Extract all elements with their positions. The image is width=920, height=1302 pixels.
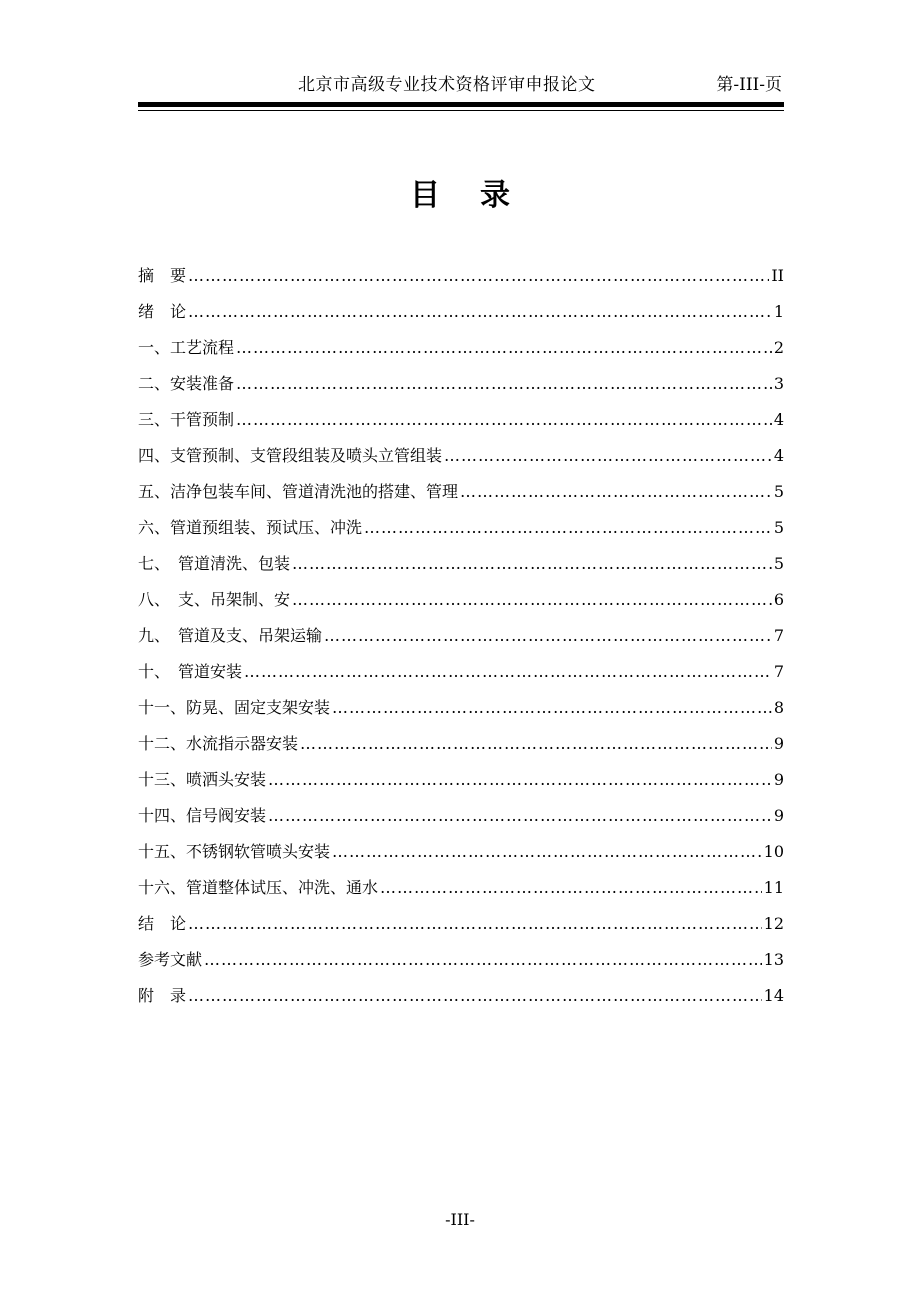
toc-leader-dots (300, 726, 772, 762)
toc-entry[interactable] (138, 870, 784, 906)
toc-entry-page: II (771, 266, 784, 285)
toc-entry[interactable] (138, 510, 784, 546)
toc-entry-page: 11 (763, 878, 784, 897)
toc-entry[interactable] (138, 762, 784, 798)
toc-leader-dots (188, 258, 769, 294)
toc-leader-dots (188, 978, 762, 1014)
toc-entry-label: 摘 要 (138, 266, 187, 285)
toc-leader-dots (236, 330, 772, 366)
toc-leader-dots (332, 690, 772, 726)
toc-leader-dots (444, 438, 772, 474)
toc-entry[interactable] (138, 798, 784, 834)
toc-entry[interactable] (138, 978, 784, 1014)
toc-entry-page: 5 (773, 518, 784, 537)
toc-leader-dots (332, 834, 762, 870)
toc-leader-dots (380, 870, 762, 906)
toc-entry-page: 13 (763, 950, 784, 969)
toc-entry[interactable] (138, 294, 784, 330)
toc-entry-page: 9 (773, 770, 784, 789)
toc-entry-label: 十三、喷洒头安装 (138, 770, 267, 789)
toc-entry-page: 2 (773, 338, 784, 357)
toc-entry-label: 十五、不锈钢软管喷头安装 (138, 842, 331, 861)
toc-entry[interactable] (138, 654, 784, 690)
toc-entry[interactable] (138, 330, 784, 366)
toc-entry-page: 14 (763, 986, 784, 1005)
toc-entry-label: 八、 支、吊架制、安 (138, 590, 291, 609)
toc-entry-page: 5 (773, 482, 784, 501)
toc-entry-page: 10 (763, 842, 784, 861)
table-of-contents (138, 258, 784, 1014)
toc-entry-label: 二、安装准备 (138, 374, 235, 393)
toc-entry-label: 三、干管预制 (138, 410, 235, 429)
toc-entry-page: 9 (773, 806, 784, 825)
page-header (138, 68, 784, 98)
toc-entry[interactable] (138, 438, 784, 474)
toc-entry-label: 十二、水流指示器安装 (138, 734, 299, 753)
toc-leader-dots (188, 294, 772, 330)
toc-entry-label: 参考文献 (138, 950, 203, 969)
toc-entry-label: 九、 管道及支、吊架运输 (138, 626, 323, 645)
toc-entry-label: 附 录 (138, 986, 187, 1005)
toc-entry-page: 12 (763, 914, 784, 933)
toc-entry-label: 六、管道预组装、预试压、冲洗 (138, 518, 363, 537)
toc-leader-dots (244, 654, 772, 690)
toc-entry[interactable] (138, 582, 784, 618)
header-page-label: 第-III-页 (716, 75, 782, 95)
toc-entry[interactable] (138, 258, 784, 294)
toc-entry-page: 6 (773, 590, 784, 609)
toc-entry-page: 4 (773, 410, 784, 429)
header-rule-thick (138, 102, 784, 107)
toc-entry-page: 9 (773, 734, 784, 753)
toc-entry[interactable] (138, 474, 784, 510)
toc-entry[interactable] (138, 690, 784, 726)
toc-leader-dots (268, 762, 772, 798)
toc-leader-dots (292, 582, 772, 618)
toc-entry-page: 3 (773, 374, 784, 393)
toc-entry-page: 1 (773, 302, 784, 321)
toc-entry-page: 4 (773, 446, 784, 465)
toc-entry[interactable] (138, 618, 784, 654)
toc-leader-dots (460, 474, 772, 510)
toc-entry-label: 结 论 (138, 914, 187, 933)
toc-entry-page: 5 (773, 554, 784, 573)
toc-entry-label: 一、工艺流程 (138, 338, 235, 357)
toc-leader-dots (188, 906, 762, 942)
toc-entry-label: 十、 管道安装 (138, 662, 243, 681)
toc-entry[interactable] (138, 942, 784, 978)
toc-entry[interactable] (138, 726, 784, 762)
toc-entry-label: 五、洁净包装车间、管道清洗池的搭建、管理 (138, 482, 459, 501)
toc-leader-dots (364, 510, 772, 546)
toc-entry-label: 绪 论 (138, 302, 187, 321)
toc-entry-label: 四、支管预制、支管段组装及喷头立管组装 (138, 446, 443, 465)
footer-page-number: -III- (445, 1210, 475, 1229)
toc-leader-dots (268, 798, 772, 834)
toc-entry-label: 七、 管道清洗、包装 (138, 554, 291, 573)
toc-entry[interactable] (138, 834, 784, 870)
toc-entry-label: 十一、防晃、固定支架安装 (138, 698, 331, 717)
toc-entry[interactable] (138, 546, 784, 582)
toc-leader-dots (236, 402, 772, 438)
toc-entry[interactable] (138, 402, 784, 438)
document-title: 目录 (410, 178, 550, 213)
toc-leader-dots (204, 942, 762, 978)
header-rule-thin (138, 110, 784, 111)
header-title: 北京市高级专业技术资格评审申报论文 (298, 75, 596, 95)
toc-leader-dots (292, 546, 772, 582)
toc-entry-label: 十六、管道整体试压、冲洗、通水 (138, 878, 379, 897)
toc-entry-label: 十四、信号阀安装 (138, 806, 267, 825)
toc-leader-dots (236, 366, 772, 402)
toc-entry-page: 7 (773, 662, 784, 681)
toc-entry-page: 8 (773, 698, 784, 717)
toc-entry[interactable] (138, 366, 784, 402)
toc-entry[interactable] (138, 906, 784, 942)
toc-leader-dots (324, 618, 772, 654)
toc-entry-page: 7 (773, 626, 784, 645)
